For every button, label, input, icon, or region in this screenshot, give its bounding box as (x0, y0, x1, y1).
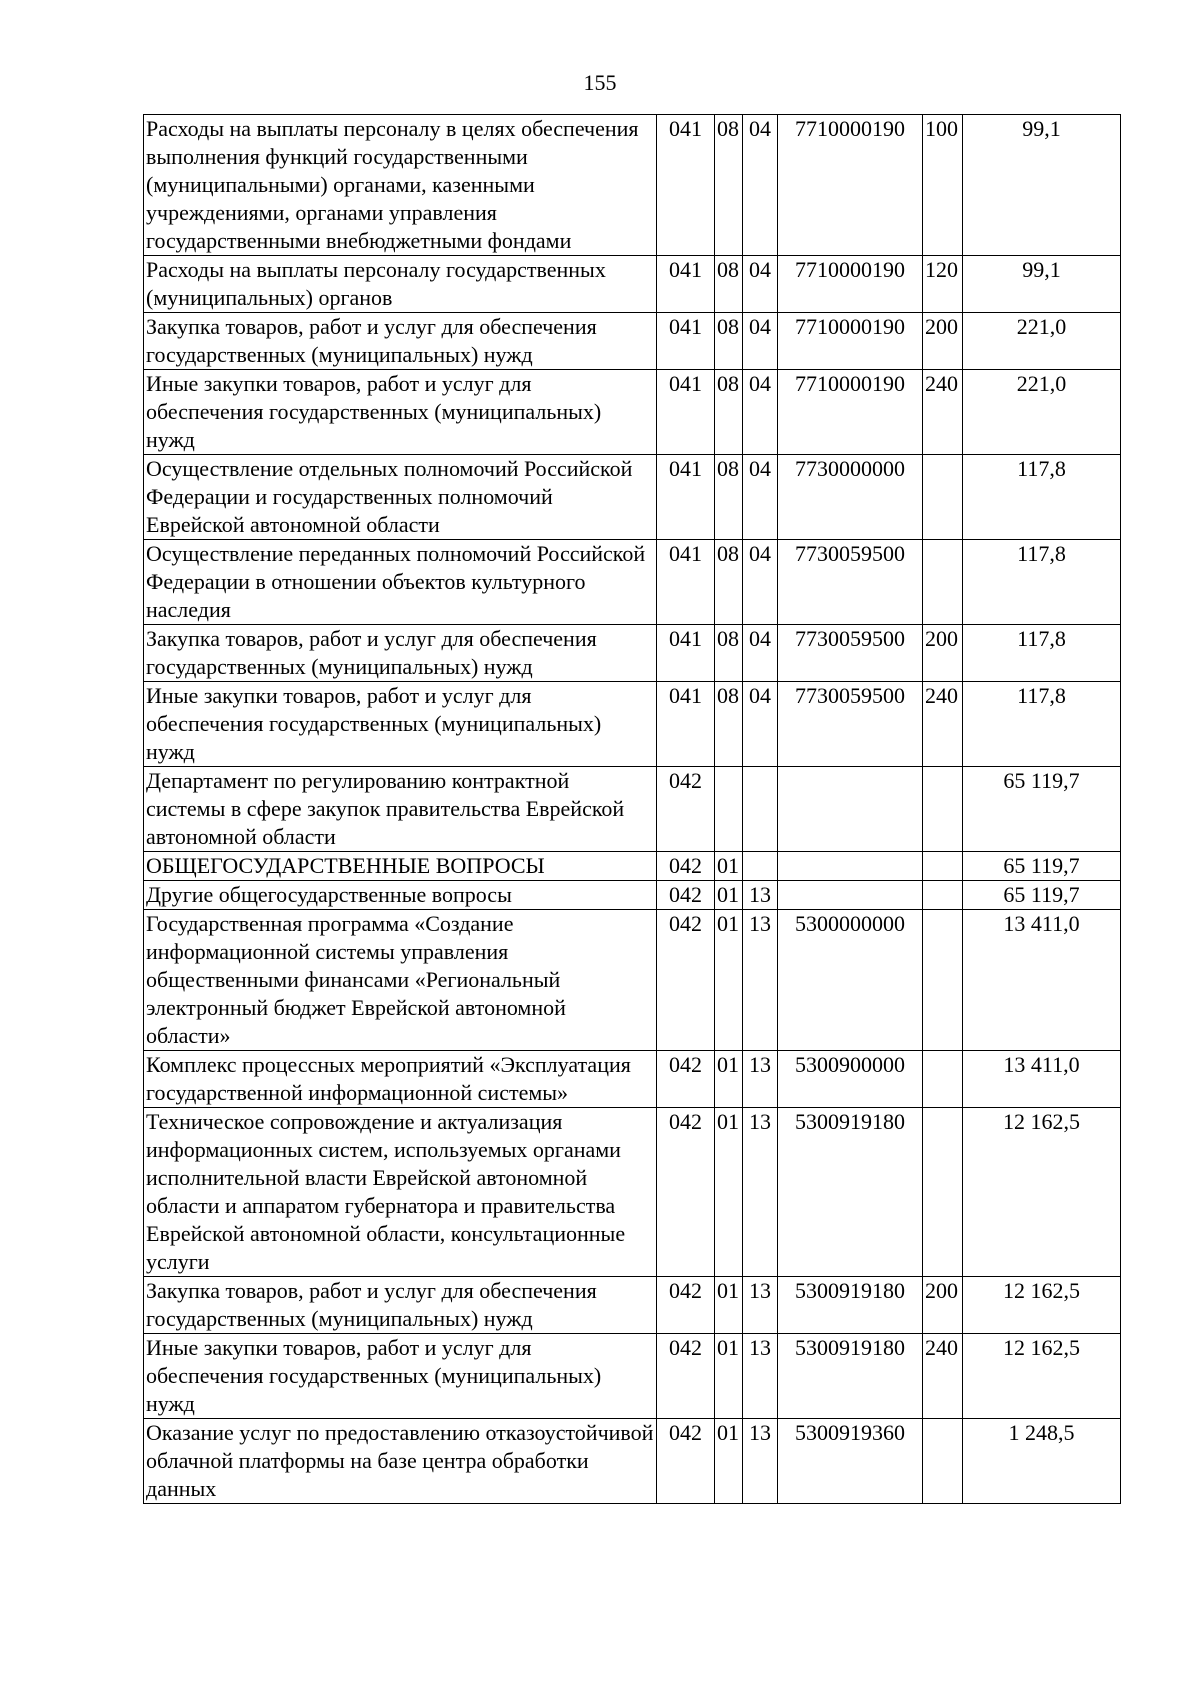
budget-table (143, 114, 1121, 1504)
section-code-cell: 01 (715, 1051, 743, 1108)
expense-type-cell: 100 (923, 115, 963, 256)
amount-cell: 12 162,5 (963, 1108, 1121, 1277)
target-article-cell: 7710000190 (778, 115, 923, 256)
amount-cell: 13 411,0 (963, 1051, 1121, 1108)
subsection-code-cell (743, 852, 778, 881)
table-row (144, 1419, 1121, 1504)
target-article-cell: 7730059500 (778, 682, 923, 767)
expense-type-cell: 200 (923, 625, 963, 682)
section-code-cell (715, 767, 743, 852)
section-code-cell: 08 (715, 115, 743, 256)
expense-type-cell (923, 881, 963, 910)
target-article-cell (778, 881, 923, 910)
section-code-cell: 01 (715, 881, 743, 910)
row-name-cell: Департамент по регулированию контрактной системы в сфере закупок правительства Еврейской автономной области (144, 767, 657, 852)
table-row (144, 115, 1121, 256)
subsection-code-cell: 04 (743, 370, 778, 455)
amount-cell: 12 162,5 (963, 1277, 1121, 1334)
target-article-cell: 7710000190 (778, 256, 923, 313)
section-code-cell: 08 (715, 256, 743, 313)
table-row (144, 1108, 1121, 1277)
section-code-cell: 08 (715, 370, 743, 455)
ved-code-cell: 041 (657, 370, 715, 455)
expense-type-cell: 240 (923, 370, 963, 455)
ved-code-cell: 042 (657, 881, 715, 910)
amount-cell: 117,8 (963, 540, 1121, 625)
table-row (144, 1277, 1121, 1334)
section-code-cell: 08 (715, 313, 743, 370)
table-row (144, 881, 1121, 910)
amount-cell: 65 119,7 (963, 852, 1121, 881)
row-name-cell: Закупка товаров, работ и услуг для обеспечения государственных (муниципальных) нужд (144, 1277, 657, 1334)
ved-code-cell: 042 (657, 1334, 715, 1419)
section-code-cell: 01 (715, 1419, 743, 1504)
target-article-cell: 5300919180 (778, 1334, 923, 1419)
row-name-cell: Другие общегосударственные вопросы (144, 881, 657, 910)
amount-cell: 65 119,7 (963, 767, 1121, 852)
row-name-cell: Осуществление переданных полномочий Российской Федерации в отношении объектов культурного наследия (144, 540, 657, 625)
table-row (144, 1051, 1121, 1108)
subsection-code-cell: 04 (743, 115, 778, 256)
ved-code-cell: 041 (657, 540, 715, 625)
target-article-cell: 7730000000 (778, 455, 923, 540)
expense-type-cell: 240 (923, 1334, 963, 1419)
expense-type-cell (923, 767, 963, 852)
table-row (144, 455, 1121, 540)
row-name-cell: Закупка товаров, работ и услуг для обеспечения государственных (муниципальных) нужд (144, 625, 657, 682)
section-code-cell: 08 (715, 682, 743, 767)
target-article-cell: 5300919180 (778, 1108, 923, 1277)
expense-type-cell (923, 540, 963, 625)
ved-code-cell: 042 (657, 852, 715, 881)
ved-code-cell: 042 (657, 1277, 715, 1334)
table-row (144, 1334, 1121, 1419)
subsection-code-cell: 04 (743, 313, 778, 370)
section-code-cell: 01 (715, 1277, 743, 1334)
row-name-cell: Иные закупки товаров, работ и услуг для обеспечения государственных (муниципальных) нужд (144, 1334, 657, 1419)
table-row (144, 540, 1121, 625)
subsection-code-cell: 13 (743, 1277, 778, 1334)
section-code-cell: 08 (715, 540, 743, 625)
section-code-cell: 08 (715, 455, 743, 540)
ved-code-cell: 042 (657, 767, 715, 852)
amount-cell: 13 411,0 (963, 910, 1121, 1051)
amount-cell: 221,0 (963, 313, 1121, 370)
ved-code-cell: 042 (657, 910, 715, 1051)
row-name-cell: Закупка товаров, работ и услуг для обеспечения государственных (муниципальных) нужд (144, 313, 657, 370)
expense-type-cell (923, 1108, 963, 1277)
amount-cell: 117,8 (963, 682, 1121, 767)
ved-code-cell: 042 (657, 1108, 715, 1277)
expense-type-cell (923, 1419, 963, 1504)
expense-type-cell: 240 (923, 682, 963, 767)
ved-code-cell: 041 (657, 313, 715, 370)
table-row (144, 852, 1121, 881)
section-code-cell: 08 (715, 625, 743, 682)
amount-cell: 12 162,5 (963, 1334, 1121, 1419)
target-article-cell (778, 852, 923, 881)
expense-type-cell: 120 (923, 256, 963, 313)
amount-cell: 221,0 (963, 370, 1121, 455)
subsection-code-cell: 13 (743, 1108, 778, 1277)
row-name-cell: Государственная программа «Создание информационной системы управления общественными финансами «Региональный электронный бюджет Еврейской автономной области» (144, 910, 657, 1051)
expense-type-cell (923, 852, 963, 881)
table-row (144, 682, 1121, 767)
target-article-cell: 7710000190 (778, 370, 923, 455)
section-code-cell: 01 (715, 1334, 743, 1419)
amount-cell: 1 248,5 (963, 1419, 1121, 1504)
row-name-cell: Оказание услуг по предоставлению отказоустойчивой облачной платформы на базе центра обработки данных (144, 1419, 657, 1504)
subsection-code-cell: 13 (743, 1419, 778, 1504)
amount-cell: 117,8 (963, 625, 1121, 682)
target-article-cell: 5300919360 (778, 1419, 923, 1504)
ved-code-cell: 042 (657, 1419, 715, 1504)
expense-type-cell (923, 910, 963, 1051)
subsection-code-cell (743, 767, 778, 852)
subsection-code-cell: 13 (743, 910, 778, 1051)
subsection-code-cell: 04 (743, 540, 778, 625)
target-article-cell: 5300919180 (778, 1277, 923, 1334)
row-name-cell: ОБЩЕГОСУДАРСТВЕННЫЕ ВОПРОСЫ (144, 852, 657, 881)
expense-type-cell: 200 (923, 313, 963, 370)
table-row (144, 256, 1121, 313)
ved-code-cell: 041 (657, 682, 715, 767)
table-row (144, 910, 1121, 1051)
ved-code-cell: 042 (657, 1051, 715, 1108)
target-article-cell: 5300000000 (778, 910, 923, 1051)
row-name-cell: Иные закупки товаров, работ и услуг для обеспечения государственных (муниципальных) нужд (144, 370, 657, 455)
row-name-cell: Расходы на выплаты персоналу в целях обеспечения выполнения функций государственными (муниципальными) органами, казенными учреждениями, органами управления государственными внебюджетными фондами (144, 115, 657, 256)
row-name-cell: Осуществление отдельных полномочий Российской Федерации и государственных полномочий Еврейской автономной области (144, 455, 657, 540)
ved-code-cell: 041 (657, 115, 715, 256)
target-article-cell: 7730059500 (778, 540, 923, 625)
expense-type-cell: 200 (923, 1277, 963, 1334)
subsection-code-cell: 04 (743, 625, 778, 682)
expense-type-cell (923, 1051, 963, 1108)
ved-code-cell: 041 (657, 455, 715, 540)
row-name-cell: Расходы на выплаты персоналу государственных (муниципальных) органов (144, 256, 657, 313)
section-code-cell: 01 (715, 852, 743, 881)
row-name-cell: Иные закупки товаров, работ и услуг для обеспечения государственных (муниципальных) нужд (144, 682, 657, 767)
table-row (144, 625, 1121, 682)
table-row (144, 767, 1121, 852)
table-row (144, 313, 1121, 370)
subsection-code-cell: 13 (743, 881, 778, 910)
expense-type-cell (923, 455, 963, 540)
subsection-code-cell: 04 (743, 455, 778, 540)
table-row (144, 370, 1121, 455)
target-article-cell: 7710000190 (778, 313, 923, 370)
subsection-code-cell: 13 (743, 1051, 778, 1108)
target-article-cell: 7730059500 (778, 625, 923, 682)
target-article-cell (778, 767, 923, 852)
ved-code-cell: 041 (657, 256, 715, 313)
section-code-cell: 01 (715, 1108, 743, 1277)
subsection-code-cell: 13 (743, 1334, 778, 1419)
amount-cell: 99,1 (963, 256, 1121, 313)
page-number: 155 (583, 70, 617, 95)
row-name-cell: Техническое сопровождение и актуализация информационных систем, используемых органами исполнительной власти Еврейской автономной области и аппаратом губернатора и правительства Еврейской автономной области, консультационные услуги (144, 1108, 657, 1277)
row-name-cell: Комплекс процессных мероприятий «Эксплуатация государственной информационной системы» (144, 1051, 657, 1108)
amount-cell: 99,1 (963, 115, 1121, 256)
ved-code-cell: 041 (657, 625, 715, 682)
subsection-code-cell: 04 (743, 256, 778, 313)
amount-cell: 65 119,7 (963, 881, 1121, 910)
subsection-code-cell: 04 (743, 682, 778, 767)
amount-cell: 117,8 (963, 455, 1121, 540)
section-code-cell: 01 (715, 910, 743, 1051)
target-article-cell: 5300900000 (778, 1051, 923, 1108)
